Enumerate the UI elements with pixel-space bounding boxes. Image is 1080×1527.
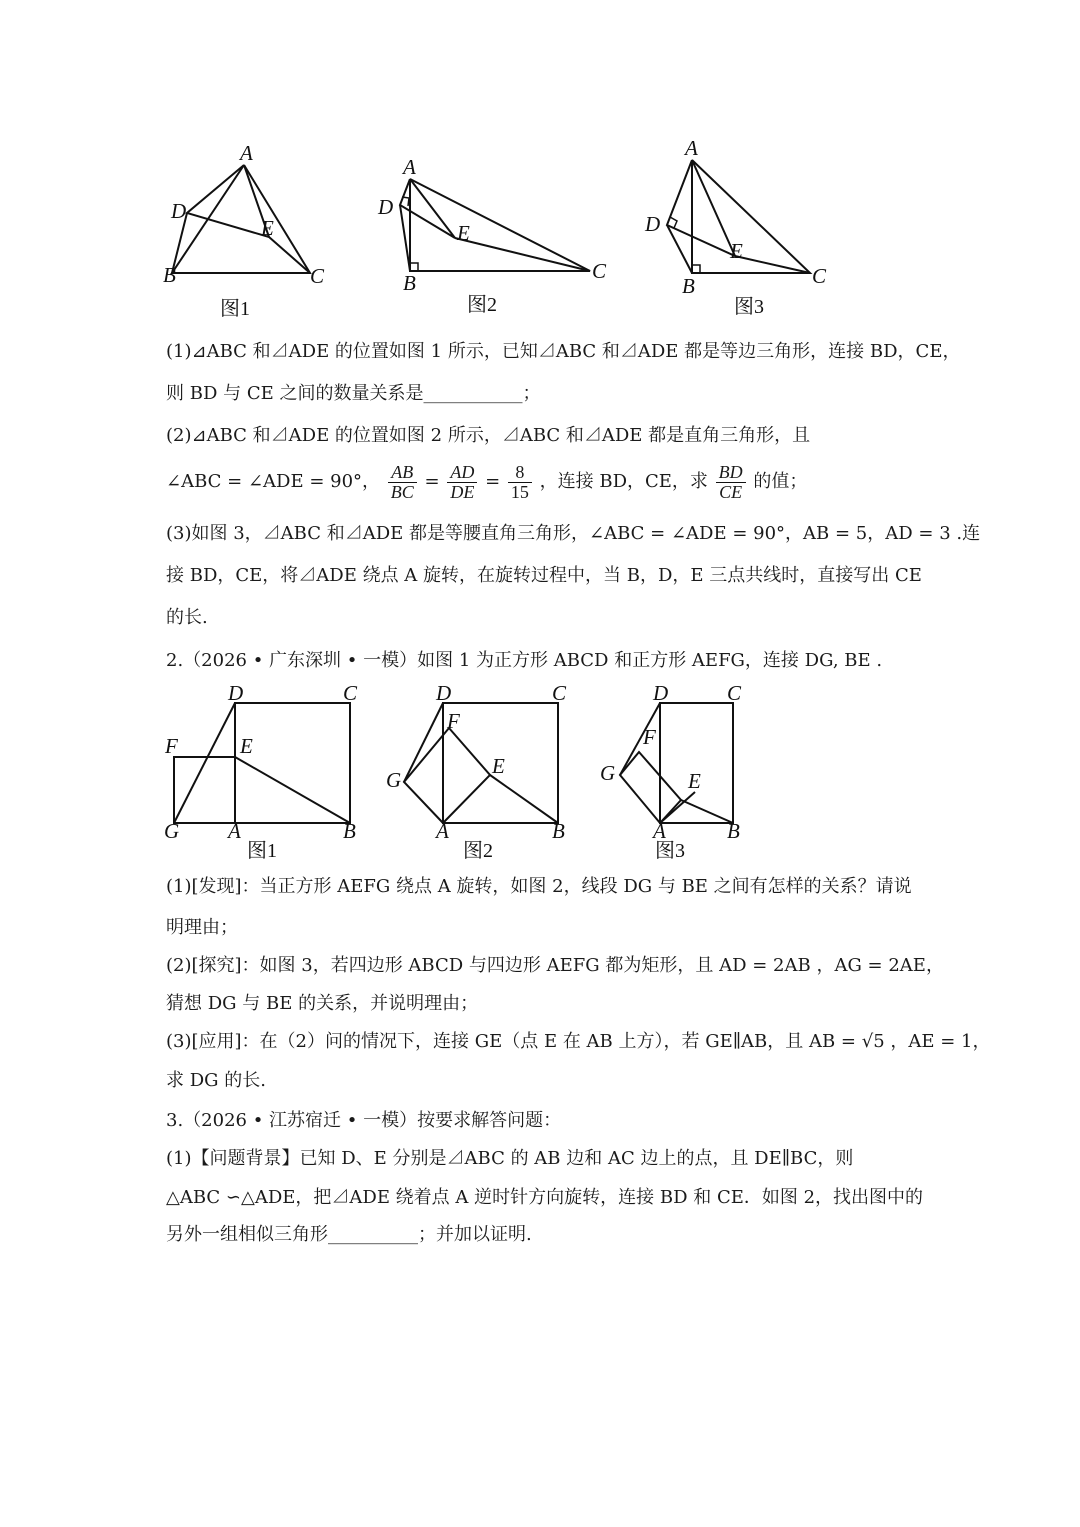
label-A: A bbox=[403, 155, 416, 179]
label-E: E bbox=[730, 239, 743, 263]
problem1-part3-line3: 的长. bbox=[166, 607, 208, 628]
figure-1-1 bbox=[160, 140, 340, 325]
figure-2-1 bbox=[160, 680, 370, 865]
fraction-8-15: $\frac{8}{15}$ bbox=[508, 463, 532, 502]
label-G: G bbox=[164, 819, 180, 843]
label-A: A bbox=[228, 819, 241, 843]
problem2-part3-line2: 求 DG 的长. bbox=[166, 1070, 266, 1091]
label-B: B bbox=[343, 819, 356, 843]
problem3-intro: 3.（2026 • 江苏宿迁 • 一模）按要求解答问题： bbox=[166, 1110, 562, 1131]
label-C: C bbox=[343, 681, 358, 705]
label-D: D bbox=[436, 681, 452, 705]
label-D: D bbox=[378, 195, 394, 219]
problem2-part1-line1: (1)[发现]：当正方形 AEFG 绕点 A 旋转，如图 2，线段 DG 与 BE 之间有怎样的关系？请说 bbox=[166, 876, 912, 897]
fraction-bd-ce: $\frac{BD}{CE}$ bbox=[716, 463, 746, 502]
label-D: D bbox=[228, 681, 244, 705]
label-C: C bbox=[552, 681, 567, 705]
label-E: E bbox=[492, 754, 505, 778]
problem1-part2-line2: ∠ABC = ∠ADE = 90°， $\frac{AB}{BC}$ = $\frac{AD}{DE}$ = $\frac{8}{15}$ ，连接 BD，CE，求 $\frac{BD}{CE}$ 的值； bbox=[166, 461, 808, 502]
label-A: A bbox=[436, 819, 449, 843]
triangle-figure-lines bbox=[400, 179, 590, 271]
label-C: C bbox=[592, 259, 607, 283]
problem3-part1-line3: 另外一组相似三角形__________；并加以证明. bbox=[166, 1224, 532, 1245]
label-C: C bbox=[727, 681, 742, 705]
label-G: G bbox=[600, 761, 616, 785]
triangle-figure-lines bbox=[172, 165, 310, 273]
figure-caption: 图1 bbox=[247, 840, 277, 862]
label-G: G bbox=[386, 768, 402, 792]
problem2-part2-line2: 猜想 DG 与 BE 的关系，并说明理由； bbox=[166, 993, 479, 1014]
label-D: D bbox=[653, 681, 669, 705]
figure-1-2 bbox=[370, 150, 610, 325]
label-E: E bbox=[688, 769, 701, 793]
square-figure-lines bbox=[174, 703, 350, 823]
label-E: E bbox=[240, 734, 253, 758]
label-F: F bbox=[447, 709, 460, 733]
label-B: B bbox=[552, 819, 565, 843]
figure-1-3 bbox=[640, 135, 840, 325]
problem1-part3-line2: 接 BD，CE，将⊿ADE 绕点 A 旋转，在旋转过程中，当 B，D，E 三点共线时，直接写出 CE bbox=[166, 565, 922, 586]
problem2-part1-line2: 明理由； bbox=[166, 917, 238, 938]
problem1-part3-line1: (3)如图 3，⊿ABC 和⊿ADE 都是等腰直角三角形，∠ABC = ∠ADE = 90°，AB = 5，AD = 3 .连 bbox=[166, 523, 981, 544]
label-E: E bbox=[457, 221, 470, 245]
angle-condition: ∠ABC = ∠ADE = 90°， bbox=[166, 471, 381, 492]
problem3-part1-line1: (1)【问题背景】已知 D、E 分别是⊿ABC 的 AB 边和 AC 边上的点，且 DE∥BC，则 bbox=[166, 1148, 854, 1169]
label-F: F bbox=[165, 734, 178, 758]
problem3-part1-line2: △ABC ∽△ADE，把⊿ADE 绕着点 A 逆时针方向旋转，连接 BD 和 CE．如图 2，找出图中的 bbox=[166, 1187, 924, 1208]
label-C: C bbox=[812, 264, 827, 288]
label-A: A bbox=[240, 141, 253, 165]
label-D: D bbox=[171, 199, 187, 223]
fraction-ab-bc: $\frac{AB}{BC}$ bbox=[388, 463, 417, 502]
label-C: C bbox=[310, 264, 325, 288]
problem1-part1-line1: (1)⊿ABC 和⊿ADE 的位置如图 1 所示，已知⊿ABC 和⊿ADE 都是等边三角形，连接 BD，CE， bbox=[166, 341, 961, 362]
figure-caption: 图2 bbox=[467, 294, 497, 316]
figure-caption: 图3 bbox=[734, 296, 764, 318]
label-E: E bbox=[261, 216, 274, 240]
problem1-part2-line1: (2)⊿ABC 和⊿ADE 的位置如图 2 所示，⊿ABC 和⊿ADE 都是直角三角形，且 bbox=[166, 425, 811, 446]
label-D: D bbox=[645, 212, 661, 236]
label-B: B bbox=[682, 274, 695, 298]
problem1-part1-line2: 则 BD 与 CE 之间的数量关系是___________； bbox=[166, 383, 541, 404]
fraction-ad-de: $\frac{AD}{DE}$ bbox=[447, 463, 477, 502]
label-B: B bbox=[163, 263, 176, 287]
label-B: B bbox=[403, 271, 416, 295]
label-A: A bbox=[685, 136, 698, 160]
figure-caption: 图1 bbox=[220, 298, 250, 320]
square-figure-lines bbox=[404, 703, 558, 823]
figure-caption: 图2 bbox=[463, 840, 493, 862]
figure-caption: 图3 bbox=[655, 840, 685, 862]
label-B: B bbox=[727, 819, 740, 843]
label-F: F bbox=[643, 725, 656, 749]
label-A: A bbox=[653, 819, 666, 843]
tail-text: 的值； bbox=[753, 471, 808, 492]
problem2-part3-line1: (3)[应用]：在（2）问的情况下，连接 GE（点 E 在 AB 上方），若 GE∥AB，且 AB = √5 ，AE = 1， bbox=[166, 1031, 991, 1052]
connect-text: ，连接 BD，CE，求 bbox=[539, 471, 708, 492]
figure-2-2 bbox=[380, 680, 590, 865]
rectangle-figure-lines bbox=[620, 703, 733, 823]
problem2-part2-line1: (2)[探究]：如图 3，若四边形 ABCD 与四边形 AEFG 都为矩形，且 AD = 2AB ，AG = 2AE， bbox=[166, 955, 944, 976]
problem2-intro: 2.（2026 • 广东深圳 • 一模）如图 1 为正方形 ABCD 和正方形 AEFG，连接 DG, BE . bbox=[166, 650, 883, 671]
figure-2-3 bbox=[595, 680, 765, 865]
